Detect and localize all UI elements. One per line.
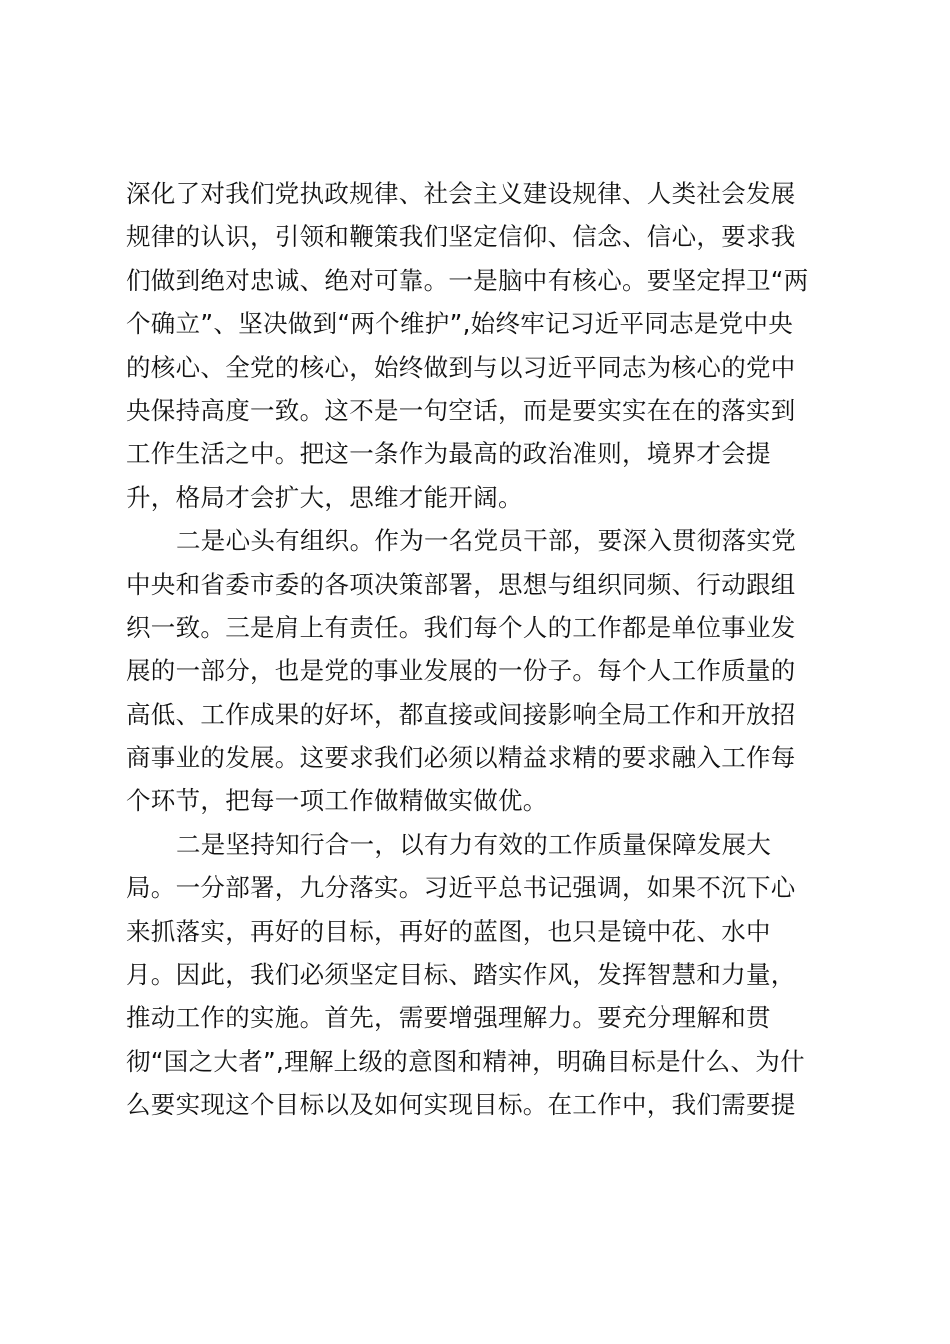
text-line: 个环节，把每一项工作做精做实做优。: [126, 786, 548, 816]
text-line: 们做到绝对忠诚、绝对可靠。一是脑中有核心。要坚定捍卫“两: [126, 265, 809, 295]
text-line: 来抓落实，再好的目标，再好的蓝图，也只是镜中花、水中: [126, 916, 771, 946]
text-line: 二是心头有组织。作为一名党员干部，要深入贯彻落实党: [176, 526, 796, 556]
text-line: 升，格局才会扩大，思维才能开阔。: [126, 482, 523, 512]
text-line: 二是坚持知行合一，以有力有效的工作质量保障发展大: [176, 829, 772, 859]
text-line: 央保持高度一致。这不是一句空话，而是要实实在在的落实到: [126, 395, 796, 425]
text-line: 规律的认识，引领和鞭策我们坚定信仰、信念、信心，要求我: [126, 222, 796, 252]
text-line: 个确立”、坚决做到“两个维护”,始终牢记习近平同志是党中央: [126, 309, 794, 339]
text-line: 高低、工作成果的好坏，都直接或间接影响全局工作和开放招: [126, 699, 796, 729]
text-line: 深化了对我们党执政规律、社会主义建设规律、人类社会发展: [126, 179, 796, 208]
text-line: 中央和省委市委的各项决策部署，思想与组织同频、行动跟组: [126, 569, 796, 599]
text-line: 推动工作的实施。首先，需要增强理解力。要充分理解和贯: [126, 1003, 771, 1033]
text-line: 月。因此，我们必须坚定目标、踏实作风，发挥智慧和力量，: [126, 960, 796, 990]
text-line: 么要实现这个目标以及如何实现目标。在工作中，我们需要提: [126, 1090, 796, 1120]
body-text: [126, 172, 836, 1127]
text-line: 展的一部分，也是党的事业发展的一份子。每个人工作质量的: [126, 656, 796, 686]
text-line: 工作生活之中。把这一条作为最高的政治准则，境界才会提: [126, 439, 771, 469]
text-line: 织一致。三是肩上有责任。我们每个人的工作都是单位事业发: [126, 612, 796, 642]
text-line: 局。一分部署，九分落实。习近平总书记强调，如果不沉下心: [126, 873, 796, 903]
text-line: 的核心、全党的核心，始终做到与以习近平同志为核心的党中: [126, 352, 796, 382]
text-line: 商事业的发展。这要求我们必须以精益求精的要求融入工作每: [126, 743, 796, 773]
text-line: 彻“国之大者”,理解上级的意图和精神，明确目标是什么、为什: [126, 1046, 805, 1076]
